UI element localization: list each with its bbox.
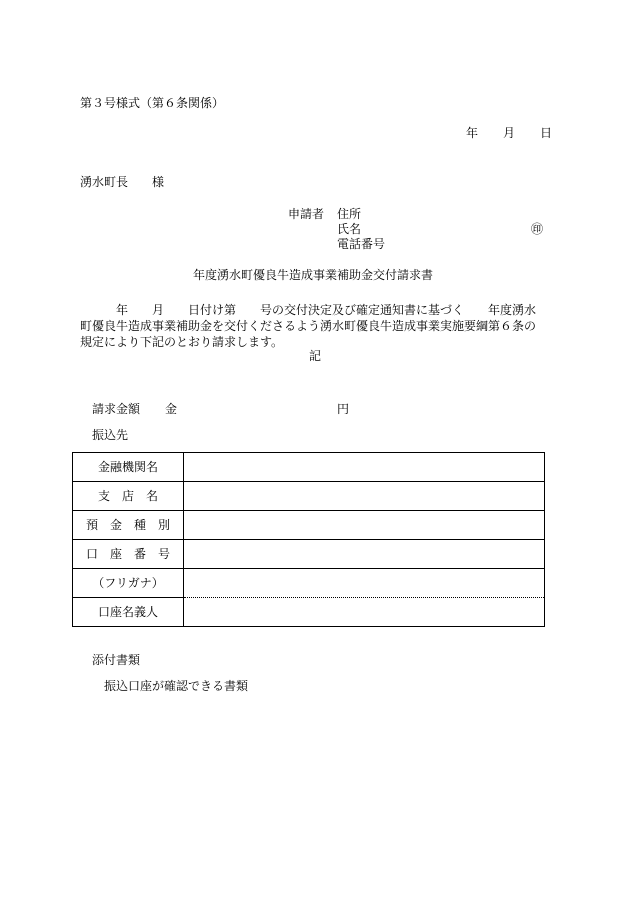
row-label-bank-name: 金融機関名 <box>73 453 184 482</box>
ki-heading: 記 <box>309 349 322 363</box>
form-number: 第３号様式（第６条関係） <box>80 96 225 110</box>
body-paragraph <box>80 302 548 350</box>
bank-table <box>72 452 545 627</box>
applicant-name-label: 氏名 <box>337 222 362 236</box>
row-value-branch <box>184 482 545 511</box>
row-label-account-holder: 口座名義人 <box>73 598 184 627</box>
transfer-heading: 振込先 <box>92 428 129 442</box>
table-row <box>73 482 545 511</box>
table-row <box>73 511 545 540</box>
attachments-heading: 添付書類 <box>92 653 141 667</box>
row-value-account-type <box>184 511 545 540</box>
addressee-honorific: 様 <box>152 175 165 189</box>
addressee-name: 湧水町長 <box>80 175 129 189</box>
amount-prefix: 金 <box>165 402 178 416</box>
row-value-account-number <box>184 540 545 569</box>
date-year: 年 <box>466 126 479 140</box>
date-month: 月 <box>503 126 516 140</box>
document-title: 年度湧水町優良牛造成事業補助金交付請求書 <box>193 268 434 282</box>
table-row <box>73 598 545 627</box>
row-label-furigana: （フリガナ） <box>73 569 184 598</box>
row-value-account-holder <box>184 598 545 627</box>
applicant-phone-label: 電話番号 <box>337 237 386 251</box>
amount-label: 請求金額 <box>92 402 141 416</box>
seal-mark: ㊞ <box>531 222 544 236</box>
amount-unit: 円 <box>337 402 350 416</box>
attachment-item: 振込口座が確認できる書類 <box>104 679 249 693</box>
applicant-heading: 申請者 <box>288 207 325 221</box>
applicant-address-label: 住所 <box>337 207 362 221</box>
row-value-furigana <box>184 569 545 598</box>
table-row <box>73 540 545 569</box>
date-day: 日 <box>540 126 553 140</box>
row-value-bank-name <box>184 453 545 482</box>
table-row <box>73 453 545 482</box>
row-label-account-type: 預 金 種 別 <box>73 511 184 540</box>
table-row <box>73 569 545 598</box>
row-label-account-number: 口 座 番 号 <box>73 540 184 569</box>
row-label-branch: 支 店 名 <box>73 482 184 511</box>
body-line-1: 年 月 日付け第 号の交付決定及び確定通知書に基づく 年度湧水 <box>80 303 537 317</box>
body-line-3: 規定により下記のとおり請求します。 <box>80 335 284 349</box>
body-line-2: 町優良牛造成事業補助金を交付くださるよう湧水町優良牛造成事業実施要綱第６条の <box>80 319 537 333</box>
